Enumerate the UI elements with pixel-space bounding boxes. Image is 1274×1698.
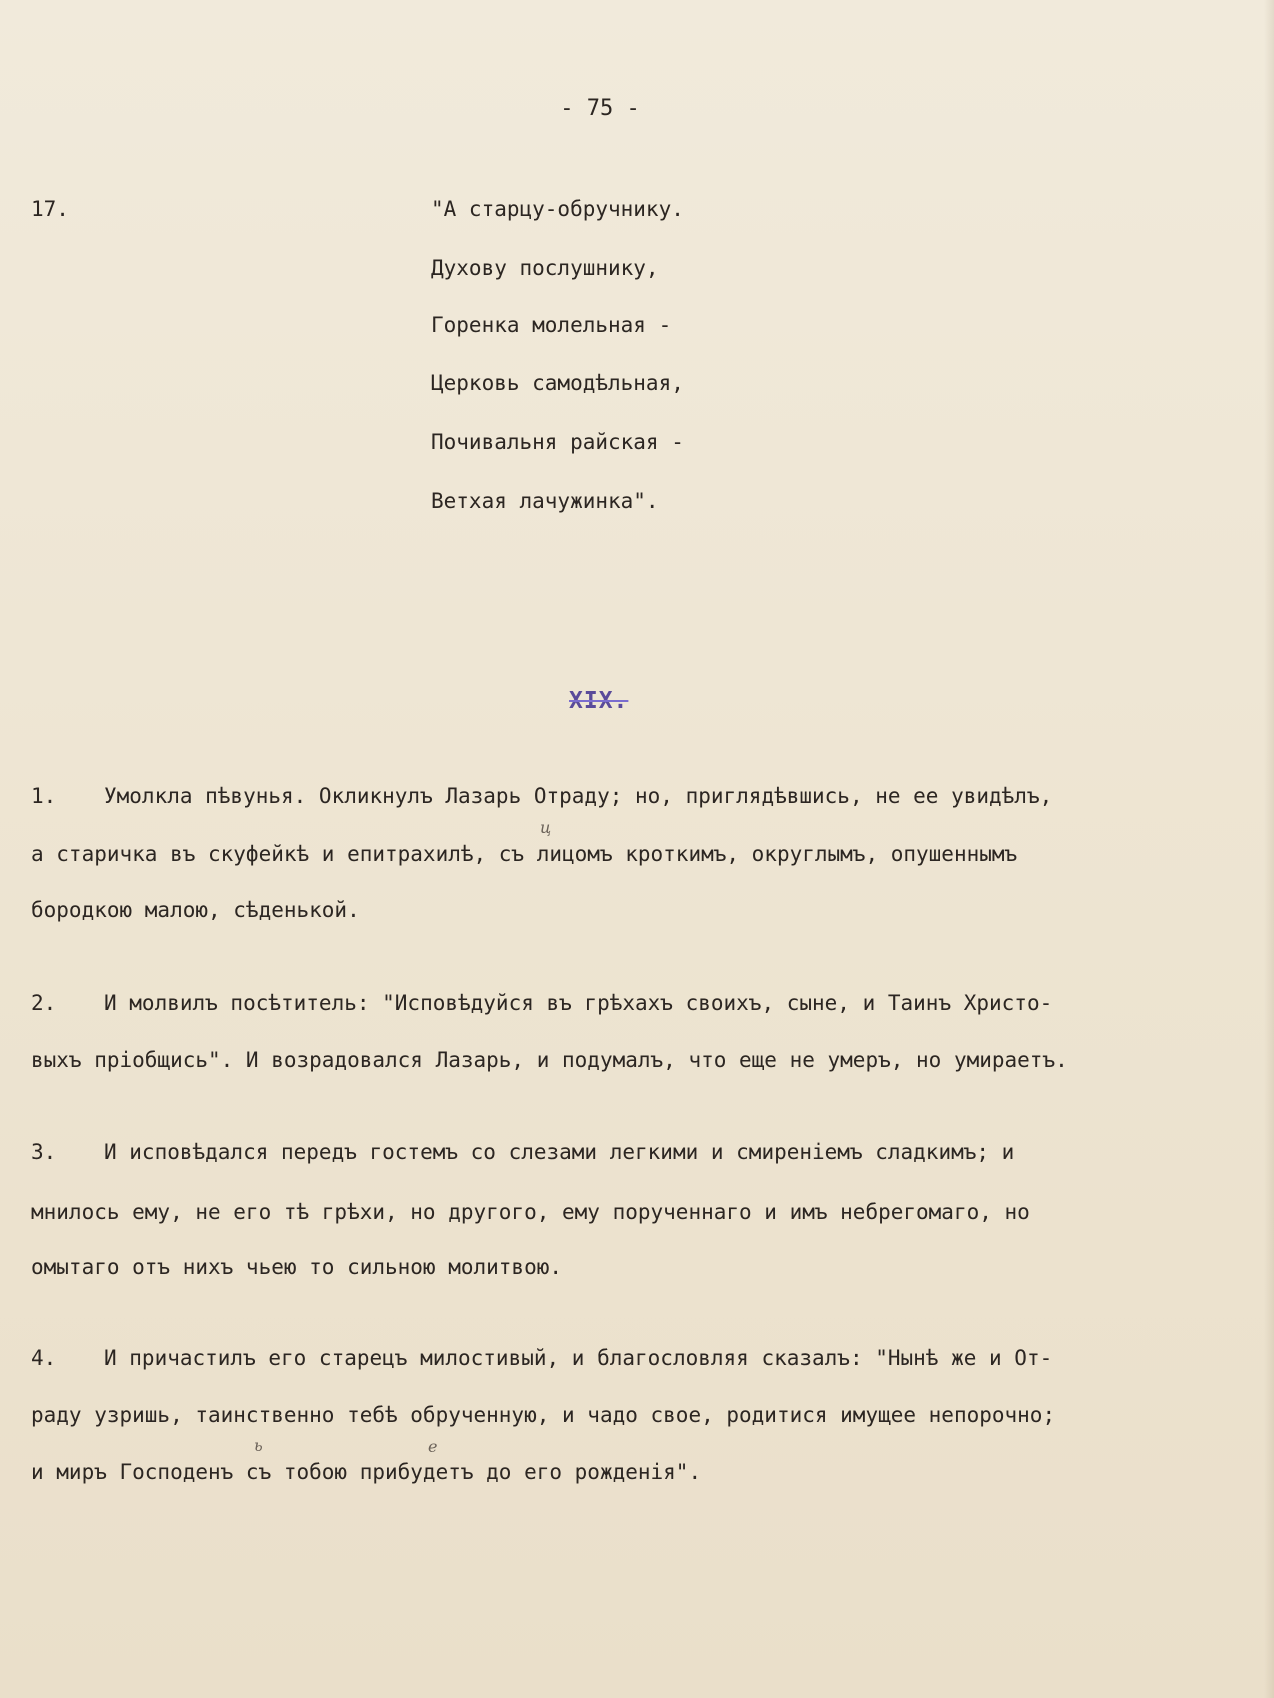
poem-line: Духову послушнику, (431, 256, 659, 280)
paragraph-line: И исповѣдался передъ гостемъ со слезами легкими и смиреніемъ сладкимъ; и (104, 1140, 1015, 1164)
paragraph-number: 4. (31, 1346, 57, 1370)
chapter-heading (569, 688, 628, 714)
chapter-heading-text: XIX. (569, 688, 629, 714)
poem-line: "А старцу-обручнику. (431, 197, 684, 221)
paragraph-line: выхъ пріобщись". И возрадовался Лазарь, и подумалъ, что еще не умеръ, но умираетъ. (31, 1048, 1068, 1072)
poem-number: 17. (31, 197, 69, 221)
poem-line: Ветхая лачужинка". (431, 489, 659, 513)
paragraph-line: И молвилъ посѣтитель: "Исповѣдуйся въ грѣхахъ своихъ, сыне, и Таинъ Христо- (104, 991, 1053, 1015)
pencil-correction: ц (540, 818, 552, 837)
paragraph-line: раду узришь, таинственно тебѣ обрученную, и чадо свое, родитися имущее непорочно; (31, 1403, 1056, 1427)
paragraph-line: а старичка въ скуфейкѣ и епитрахилѣ, съ лицомъ кроткимъ, округлымъ, опушеннымъ (31, 842, 1018, 866)
paragraph-line: И причастилъ его старецъ милостивый, и благословляя сказалъ: "Нынѣ же и От- (104, 1346, 1053, 1370)
paragraph-number: 3. (31, 1140, 57, 1164)
pencil-correction: е (428, 1437, 438, 1456)
paragraph-number: 1. (31, 784, 57, 808)
poem-line: Почивальня райская - (431, 430, 684, 454)
pencil-correction: ь (254, 1436, 263, 1455)
paragraph-line: и миръ Господенъ съ тобою прибудетъ до его рожденія". (31, 1460, 702, 1484)
page-number: - 75 - (560, 96, 640, 121)
paragraph-line: мнилось ему, не его тѣ грѣхи, но другого, ему порученнаго и имъ небрегомаго, но (31, 1200, 1030, 1224)
poem-line: Церковь самодѣльная, (431, 371, 684, 395)
paragraph-line: омытаго отъ нихъ чьею то сильною молитвою. (31, 1255, 563, 1279)
paragraph-line: бородкою малою, сѣденькой. (31, 898, 360, 922)
poem-line: Горенка молельная - (431, 313, 672, 337)
paragraph-number: 2. (31, 991, 57, 1015)
paragraph-line: Умолкла пѣвунья. Окликнулъ Лазарь Отраду; но, приглядѣвшись, не ее увидѣлъ, (104, 784, 1053, 808)
